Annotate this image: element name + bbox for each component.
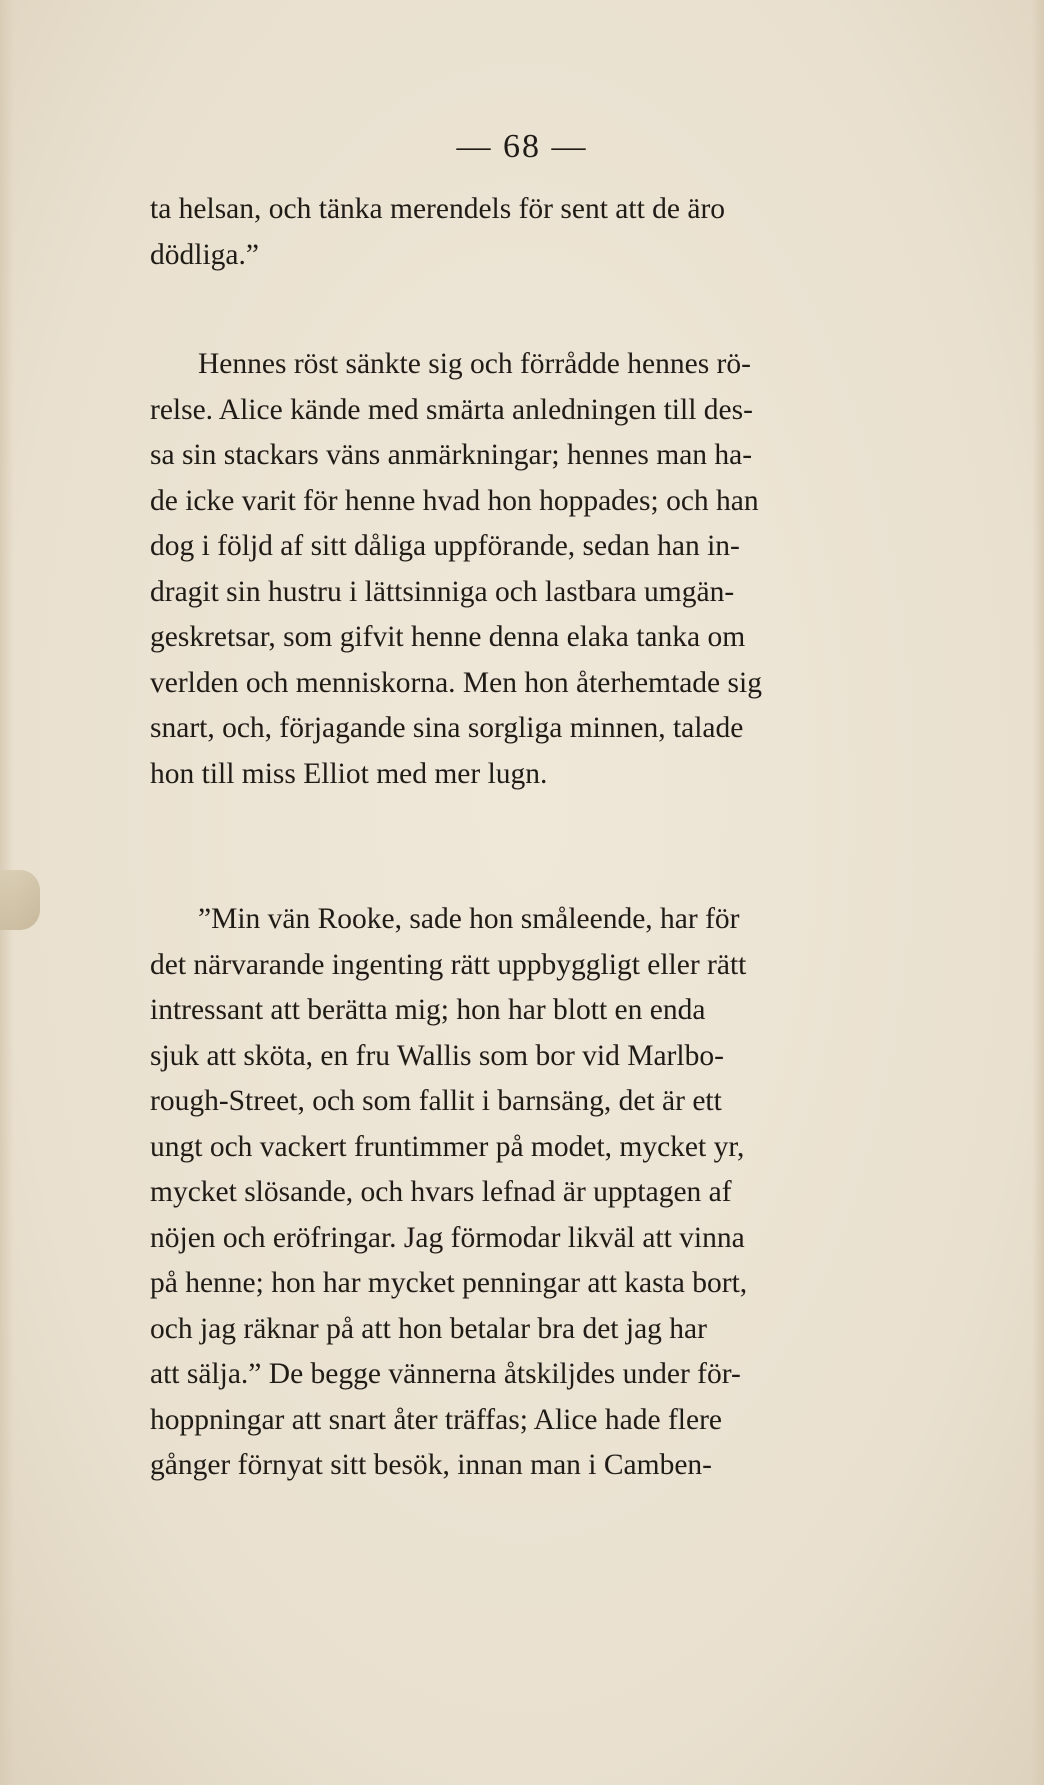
text-line: intressant att berätta mig; hon har blott en enda (150, 994, 706, 1026)
paragraph-1 (150, 342, 970, 797)
text-line: de icke varit för henne hvad hon hoppades; och han (150, 484, 759, 517)
text-line: gånger förnyat sitt besök, innan man i Camben- (150, 1449, 712, 1481)
text-line: verlden och menniskorna. Men hon återhemtade sig (150, 666, 762, 699)
text-line: hoppningar att snart åter träffas; Alice hade flere (150, 1403, 722, 1436)
text-line: relse. Alice kände med smärta anledningen till des- (150, 393, 753, 426)
text-line: nöjen och eröfringar. Jag förmodar likväl att vinna (150, 1221, 745, 1254)
text-line: snart, och, förjagande sina sorgliga minnen, talade (150, 712, 744, 744)
text-line: på henne; hon har mycket penningar att kasta bort, (150, 1267, 748, 1299)
text-line: ta helsan, och tänka merendels för sent att de äro (150, 193, 726, 225)
page-right-edge (1032, 0, 1044, 1785)
text-line: ungt och vackert fruntimmer på modet, mycket yr, (150, 1130, 745, 1163)
text-line: sjuk att sköta, en fru Wallis som bor vid Marlbo- (150, 1039, 724, 1072)
text-line: rough-Street, och som fallit i barnsäng, det är ett (150, 1085, 722, 1117)
intro-text (150, 187, 970, 278)
page-number: — 68 — (456, 128, 588, 165)
text-line: ”Min vän Rooke, sade hon småleende, har för (198, 903, 740, 935)
text-line: geskretsar, som gifvit henne denna elaka tanka om (150, 621, 746, 653)
paper-tab-mark (0, 870, 40, 930)
text-line: och jag räknar på att hon betalar bra det jag har (150, 1312, 707, 1345)
text-line: det närvarande ingenting rätt uppbyggligt eller rätt (150, 948, 747, 981)
text-line: sa sin stackars väns anmärkningar; hennes man ha- (150, 439, 753, 471)
text-line: Hennes röst sänkte sig och förrådde hennes rö- (198, 348, 751, 380)
text-line: att sälja.” De begge vännerna åtskiljdes under för- (150, 1358, 741, 1390)
text-line: dog i följd af sitt dåliga uppförande, sedan han in- (150, 530, 740, 562)
text-line: dragit sin hustru i lättsinniga och lastbara umgän- (150, 575, 735, 608)
paragraph-2 (150, 897, 970, 1489)
text-line: mycket slösande, och hvars lefnad är upptagen af (150, 1176, 732, 1208)
text-line: dödliga.” (150, 238, 259, 271)
text-line: hon till miss Elliot med mer lugn. (150, 757, 548, 790)
